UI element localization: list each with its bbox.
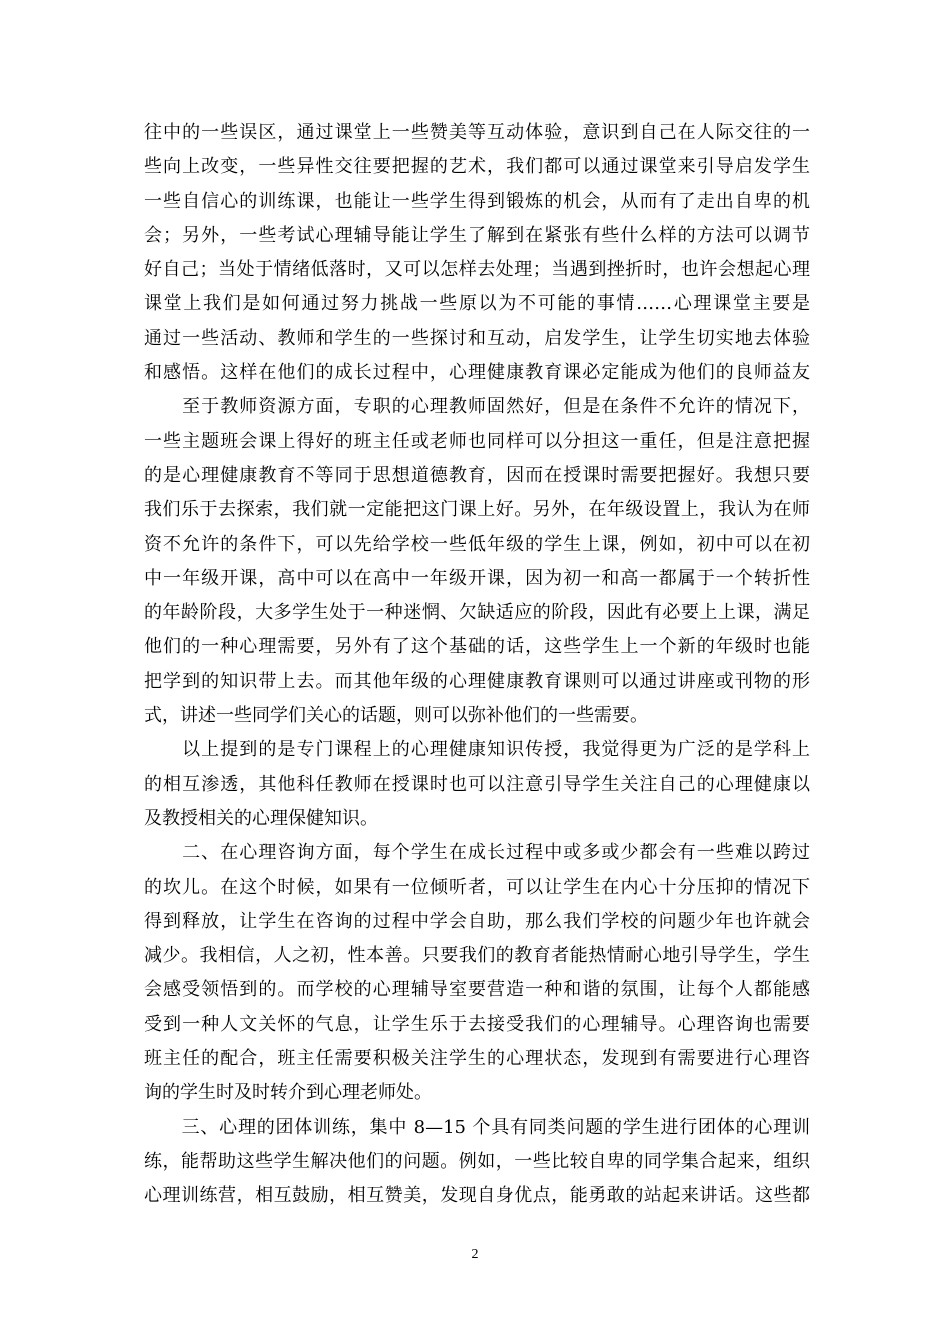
text-line: 的是心理健康教育不等同于思想道德教育，因而在授课时需要把握好。我想只要 (144, 464, 810, 486)
text-line: 一些自信心的训练课，也能让一些学生得到锻炼的机会，从而有了走出自卑的机 (144, 190, 810, 212)
text-line: 把学到的知识带上去。而其他年级的心理健康教育课则可以通过讲座或刊物的形 (144, 670, 810, 692)
text-line: 心理训练营，相互鼓励，相互赞美，发现自身优点，能勇敢的站起来讲话。这些都 (144, 1185, 810, 1207)
text-line: 往中的一些误区，通过课堂上一些赞美等互动体验，意识到自己在人际交往的一 (144, 122, 810, 143)
text-line: 及教授相关的心理保健知识。 (144, 807, 378, 829)
text-line: 式，讲述一些同学们关心的话题，则可以弥补他们的一些需要。 (144, 705, 648, 727)
text-line: 中一年级开课，高中可以在高中一年级开课，因为初一和高一都属于一个转折性 (144, 567, 810, 589)
text-line: 的坎儿。在这个时候，如果有一位倾听者，可以让学生在内心十分压抑的情况下 (144, 876, 810, 898)
text-line: 三、心理的团体训练，集中 8—15 个具有同类问题的学生进行团体的心理训 (144, 1116, 810, 1138)
text-line: 些向上改变，一些异性交往要把握的艺术，我们都可以通过课堂来引导启发学生 (144, 156, 810, 178)
text-line: 以上提到的是专门课程上的心理健康知识传授，我觉得更为广泛的是学科上 (144, 739, 810, 761)
text-line: 通过一些活动、教师和学生的一些探讨和互动，启发学生，让学生切实地去体验 (144, 327, 810, 349)
page-number: 2 (471, 1247, 479, 1262)
body-text (144, 116, 810, 1214)
text-line: 询的学生时及时转介到心理老师处。 (144, 1082, 432, 1104)
text-line: 和感悟。这样在他们的成长过程中，心理健康教育课必定能成为他们的良师益友 (144, 362, 810, 384)
text-line: 一些主题班会课上得好的班主任或老师也同样可以分担这一重任，但是注意把握 (144, 430, 810, 452)
text-line: 得到释放，让学生在咨询的过程中学会自助，那么我们学校的问题少年也许就会 (144, 910, 810, 932)
text-line: 好自己；当处于情绪低落时，又可以怎样去处理；当遇到挫折时，也许会想起心理 (144, 259, 810, 281)
text-line: 会感受领悟到的。而学校的心理辅导室要营造一种和谐的氛围，让每个人都能感 (144, 979, 810, 1001)
text-line: 课堂上我们是如何通过努力挑战一些原以为不可能的事情……心理课堂主要是 (144, 293, 810, 315)
text-line: 二、在心理咨询方面，每个学生在成长过程中或多或少都会有一些难以跨过 (144, 842, 810, 864)
text-line: 班主任的配合，班主任需要积极关注学生的心理状态，发现到有需要进行心理咨 (144, 1048, 810, 1070)
text-line: 资不允许的条件下，可以先给学校一些低年级的学生上课，例如，初中可以在初 (144, 533, 810, 555)
text-line: 会；另外，一些考试心理辅导能让学生了解到在紧张有些什么样的方法可以调节 (144, 224, 810, 246)
text-line: 的年龄阶段，大多学生处于一种迷惘、欠缺适应的阶段，因此有必要上上课，满足 (144, 602, 810, 624)
text-line: 练，能帮助这些学生解决他们的问题。例如，一些比较自卑的同学集合起来，组织 (144, 1150, 810, 1172)
text-line: 的相互渗透，其他科任教师在授课时也可以注意引导学生关注自己的心理健康以 (144, 773, 810, 795)
text-line: 至于教师资源方面，专职的心理教师固然好，但是在条件不允许的情况下， (144, 396, 810, 418)
text-line: 他们的一种心理需要，另外有了这个基础的话，这些学生上一个新的年级时也能 (144, 636, 810, 658)
text-line: 减少。我相信，人之初，性本善。只要我们的教育者能热情耐心地引导学生，学生 (144, 945, 810, 967)
text-line: 受到一种人文关怀的气息，让学生乐于去接受我们的心理辅导。心理咨询也需要 (144, 1013, 810, 1035)
text-line: 我们乐于去探索，我们就一定能把这门课上好。另外，在年级设置上，我认为在师 (144, 499, 810, 521)
